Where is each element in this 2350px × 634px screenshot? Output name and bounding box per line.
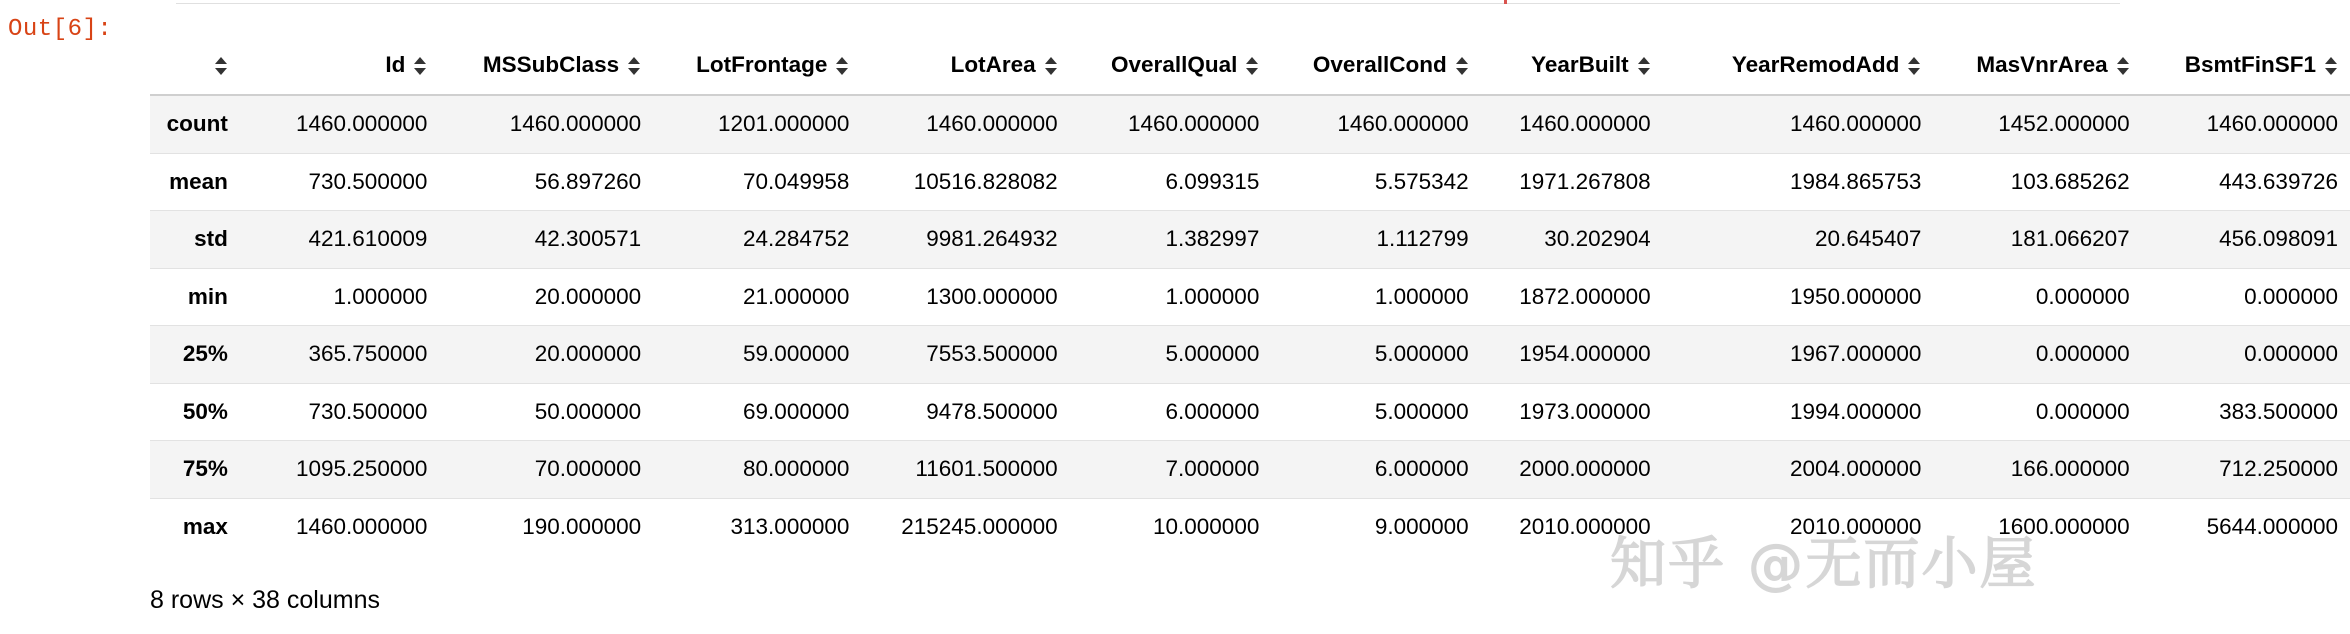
table-cell: 24.284752 [743,226,850,252]
column-header-label: OverallCond [1312,52,1447,77]
cell-edge-marker [1504,0,1507,4]
table-cell: 1.000000 [1374,283,1469,309]
row-label: count [166,111,228,137]
row-label: 75% [182,456,228,482]
table-cell: 7553.500000 [926,341,1058,367]
table-cell: 9.000000 [1374,513,1469,539]
table-cell: 20.645407 [1815,226,1922,252]
column-header[interactable] [1271,36,1480,95]
table-cell: 456.098091 [2219,226,2338,252]
table-cell: 42.300571 [534,226,642,252]
table-cell: 421.610009 [308,226,428,252]
row-label: 25% [182,341,228,367]
table-cell: 6.000000 [1165,398,1260,424]
dataframe-output[interactable] [150,36,2338,542]
table-row [150,211,2350,269]
sort-icon[interactable] [214,56,228,76]
table-cell: 70.000000 [534,456,642,482]
table-cell: 7.000000 [1165,456,1260,482]
index-header[interactable] [150,36,240,95]
column-header[interactable] [1663,36,1934,95]
table-cell: 5.000000 [1374,341,1469,367]
table-row [150,383,2350,441]
table-cell: 712.250000 [2219,456,2338,482]
table-cell: 1.000000 [333,283,428,309]
column-header-label: Id [385,52,406,77]
sort-icon[interactable] [2324,56,2338,76]
table-cell: 6.000000 [1374,456,1469,482]
table-cell: 1973.000000 [1519,398,1651,424]
table-cell: 313.000000 [730,513,850,539]
table-cell: 1201.000000 [718,111,850,137]
row-label: mean [169,168,228,194]
sort-icon[interactable] [413,56,427,76]
table-cell: 1984.865753 [1790,168,1922,194]
table-cell: 181.066207 [2010,226,2130,252]
column-header[interactable] [1070,36,1272,95]
table-cell: 30.202904 [1544,226,1651,252]
column-header-label: OverallQual [1111,52,1238,77]
row-label: std [194,226,228,252]
table-cell: 50.000000 [534,398,642,424]
table-cell: 5.000000 [1374,398,1469,424]
column-header-label: MasVnrArea [1976,52,2108,77]
row-label: max [182,513,228,539]
table-cell: 730.500000 [308,168,428,194]
table-cell: 10516.828082 [913,168,1058,194]
table-cell: 5644.000000 [2206,513,2338,539]
column-header-label: YearRemodAdd [1731,52,1900,77]
column-header-label: LotArea [950,52,1036,77]
table-cell: 1.382997 [1165,226,1260,252]
table-cell: 11601.500000 [915,456,1058,482]
table-cell: 20.000000 [534,283,642,309]
table-cell: 1460.000000 [1519,111,1651,137]
table-cell: 9981.264932 [926,226,1058,252]
sort-icon[interactable] [1637,56,1651,76]
sort-icon[interactable] [1044,56,1058,76]
table-cell: 0.000000 [2035,341,2130,367]
table-cell: 21.000000 [743,283,850,309]
table-row [150,441,2350,499]
table-cell: 0.000000 [2244,283,2338,309]
sort-icon[interactable] [835,56,849,76]
table-row [150,326,2350,384]
column-header[interactable] [653,36,861,95]
column-header[interactable] [861,36,1069,95]
table-cell: 1460.000000 [926,111,1058,137]
table-cell: 1095.250000 [295,456,428,482]
table-cell: 1950.000000 [1790,283,1922,309]
table-cell: 1460.000000 [295,111,428,137]
table-cell: 1600.000000 [1998,513,2130,539]
table-cell: 1460.000000 [1790,111,1922,137]
output-prompt: Out[6]: [8,16,113,43]
column-header[interactable] [240,36,440,95]
table-row [150,95,2350,153]
table-cell: 1994.000000 [1790,398,1922,424]
table-cell: 80.000000 [743,456,850,482]
watermark-logo: 知乎 @无而小屋 [1610,532,2038,597]
table-cell: 10.000000 [1152,513,1260,539]
sort-icon[interactable] [1455,56,1469,76]
table-cell: 190.000000 [522,513,642,539]
table-cell: 730.500000 [308,398,428,424]
table-cell: 9478.500000 [926,398,1058,424]
table-cell: 383.500000 [2219,398,2338,424]
table-cell: 443.639726 [2219,168,2338,194]
table-cell: 2010.000000 [1790,513,1922,539]
table-cell: 1971.267808 [1519,168,1651,194]
table-cell: 59.000000 [743,341,850,367]
table-cell: 1954.000000 [1519,341,1651,367]
header-row [150,36,2350,95]
column-header-label: MSSubClass [482,52,620,77]
table-cell: 2004.000000 [1790,456,1922,482]
table-cell: 0.000000 [2244,341,2338,367]
table-cell: 1460.000000 [1337,111,1469,137]
column-header-label: YearBuilt [1531,52,1629,77]
table-cell: 1460.000000 [1127,111,1260,137]
table-cell: 70.049958 [743,168,850,194]
describe-table [150,36,2350,555]
table-cell: 5.575342 [1374,168,1469,194]
table-row [150,153,2350,211]
table-cell: 56.897260 [534,168,642,194]
table-cell: 1452.000000 [1998,111,2130,137]
table-cell: 5.000000 [1165,341,1260,367]
table-cell: 1300.000000 [926,283,1058,309]
row-label: min [187,283,228,309]
table-cell: 20.000000 [534,341,642,367]
table-cell: 215245.000000 [901,513,1058,539]
table-cell: 0.000000 [2035,398,2130,424]
table-cell: 1460.000000 [2206,111,2338,137]
table-cell: 166.000000 [2010,456,2130,482]
table-cell: 1.000000 [1165,283,1260,309]
column-header[interactable] [2142,36,2350,95]
column-header[interactable] [1481,36,1663,95]
column-header-label: BsmtFinSF1 [2184,52,2316,77]
table-row [150,268,2350,326]
column-header[interactable] [1933,36,2141,95]
sort-icon[interactable] [627,56,641,76]
table-body [150,95,2350,555]
table-cell: 6.099315 [1165,168,1260,194]
table-cell: 365.750000 [308,341,428,367]
sort-icon[interactable] [1907,56,1921,76]
table-cell: 1872.000000 [1519,283,1651,309]
table-cell: 1.112799 [1376,226,1469,252]
column-header-label: LotFrontage [696,52,828,77]
table-cell: 103.685262 [2010,168,2130,194]
shape-summary: 8 rows × 38 columns [150,586,380,614]
column-header[interactable] [439,36,653,95]
table-cell: 2000.000000 [1519,456,1651,482]
table-cell: 0.000000 [2035,283,2130,309]
table-cell: 1967.000000 [1790,341,1922,367]
table-cell: 69.000000 [743,398,850,424]
sort-icon[interactable] [1245,56,1259,76]
row-label: 50% [182,398,228,424]
cell-top-border [176,0,2120,4]
table-cell: 1460.000000 [509,111,642,137]
table-cell: 1460.000000 [295,513,428,539]
table-cell: 2010.000000 [1519,513,1651,539]
sort-icon[interactable] [2116,56,2130,76]
